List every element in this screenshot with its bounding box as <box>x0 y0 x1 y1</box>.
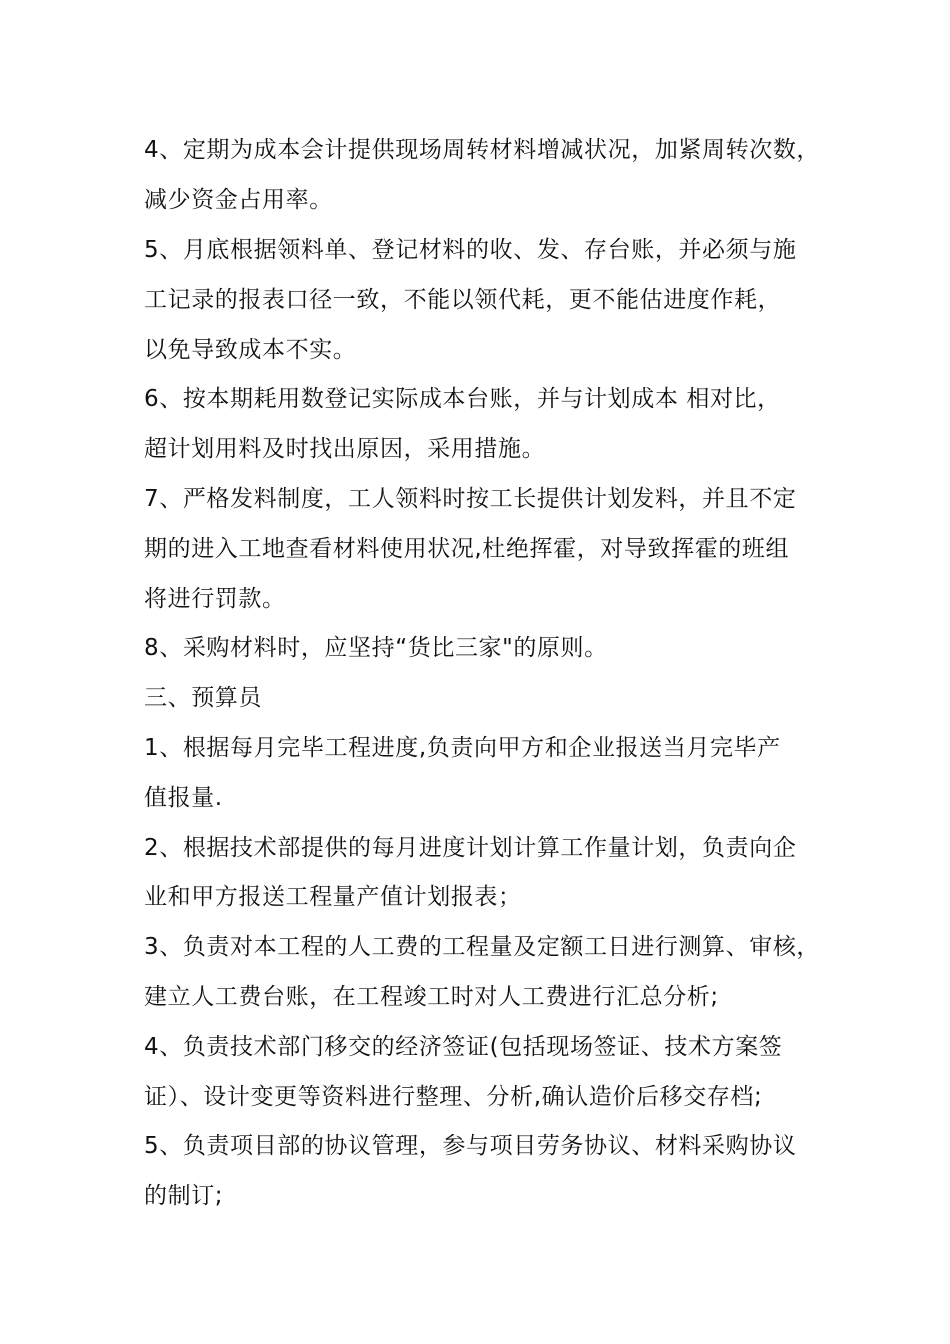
text-line: 1、根据每月完毕工程进度,负责向甲方和企业报送当月完毕产 <box>144 735 781 761</box>
section-heading: 三、预算员 <box>144 685 262 711</box>
text-line: 8、采购材料时，应坚持“货比三家"的原则。 <box>144 635 608 661</box>
text-line: 超计划用料及时找出原因，采用措施。 <box>144 436 546 462</box>
text-line: 的制订; <box>144 1183 224 1209</box>
text-line: 减少资金占用率。 <box>144 187 333 213</box>
text-line: 建立人工费台账，在工程竣工时对人工费进行汇总分析; <box>144 984 719 1010</box>
text-line: 值报量. <box>144 785 223 811</box>
text-line: 7、严格发料制度，工人领料时按工长提供计划发料，并且不定 <box>144 486 797 512</box>
text-line: 以免导致成本不实。 <box>144 337 357 363</box>
text-line: 证）、设计变更等资料进行整理、分析,确认造价后移交存档; <box>144 1084 763 1110</box>
text-line: 3、负责对本工程的人工费的工程量及定额工日进行测算、审核， <box>144 934 821 960</box>
text-line: 工记录的报表口径一致，不能以领代耗，更不能估进度作耗， <box>144 287 782 313</box>
text-line: 业和甲方报送工程量产值计划报表； <box>144 884 522 910</box>
text-line: 4、定期为成本会计提供现场周转材料增减状况，加紧周转次数， <box>144 137 821 163</box>
text-line: 4、负责技术部门移交的经济签证(包括现场签证、技术方案签 <box>144 1034 783 1060</box>
text-line: 5、月底根据领料单、登记材料的收、发、存台账，并必须与施 <box>144 237 797 263</box>
text-line: 将进行罚款。 <box>144 586 286 612</box>
text-line: 期的进入工地查看材料使用状况,杜绝挥霍，对导致挥霍的班组 <box>144 536 790 562</box>
text-line: 5、负责项目部的协议管理，参与项目劳务协议、材料采购协议 <box>144 1133 797 1159</box>
text-line: 6、按本期耗用数登记实际成本台账，并与计划成本 相对比， <box>144 386 781 412</box>
text-line: 2、根据技术部提供的每月进度计划计算工作量计划，负责向企 <box>144 835 797 861</box>
